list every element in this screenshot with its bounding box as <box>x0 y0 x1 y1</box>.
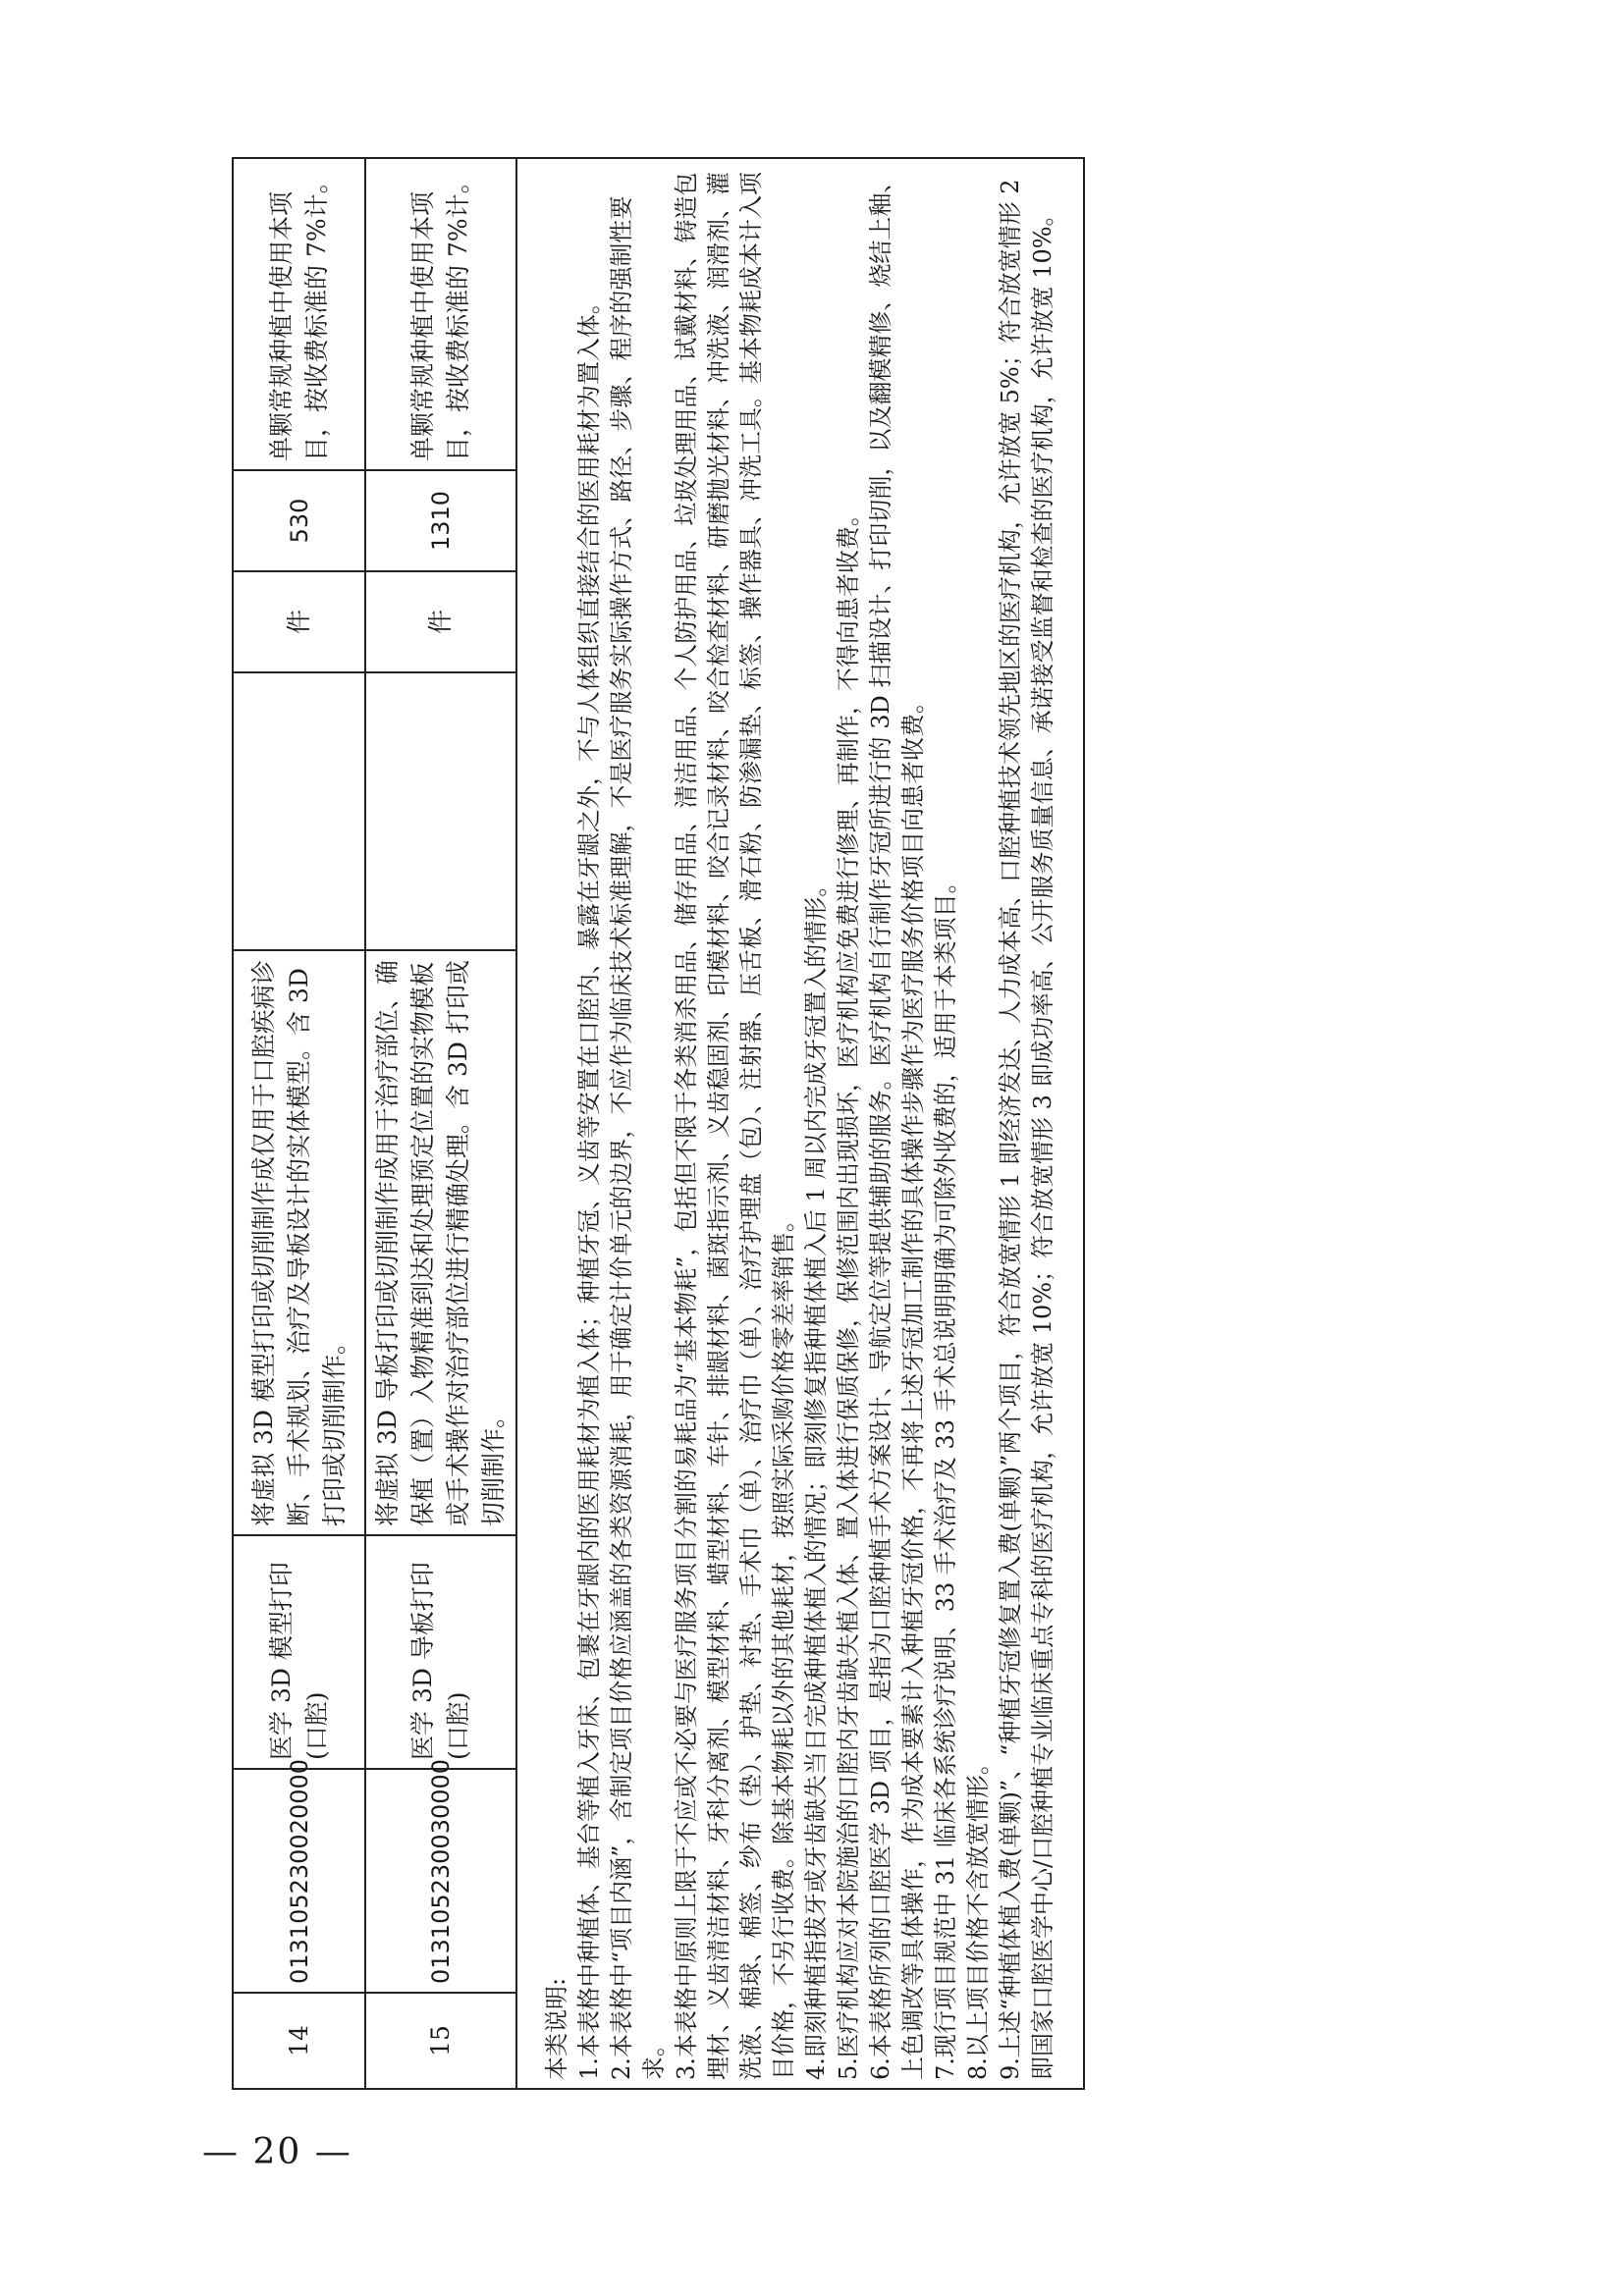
remark: 单颗常规种植中使用本项目，按收费标准的 7%计。 <box>365 158 516 470</box>
item-content: 将虚拟 3D 导板打印或切削制作成用于治疗部位、确保植（置）入物精准到达和处理预定位置的实物模板或手术操作对治疗部位进行精确处理。含 3D 打印或切削制作。 <box>365 950 516 1535</box>
note-item: 5.医疗机构应对本院施治的口腔内牙齿缺失植入体、置入体进行保质保修，保修范围内出现损坏，医疗机构应免费进行修理、再制作，不得向患者收费。 <box>835 503 862 2080</box>
row-index: 15 <box>365 1993 516 2089</box>
note-item: 7.现行项目规范中 31 临床各系统诊疗说明、33 手术治疗及 33 手术总说明明确为可除外收费的，适用于本类项目。 <box>932 870 959 2080</box>
excluded-content <box>365 672 516 950</box>
item-content: 将虚拟 3D 模型打印或切削制作成仅用于口腔疾病诊断、手术规划、治疗及导板设计的实体模型。含 3D 打印或切削制作。 <box>233 950 365 1535</box>
note-item: 2.本表格中“项目内涵”，含制定项目价格应涵盖的各类资源消耗，用于确定计价单元的边界，不应作为临床技术标准理解，不是医疗服务实际操作方式、路径、步骤、程序的强制性要求。 <box>608 195 668 2080</box>
note-item: 9.上述“种植体植入费(单颗)”、“种植牙冠修复置入费(单颗)”两个项目，符合放宽情形 1 即经济发达、人力成本高、口腔种植技术领先地区的医疗机构，允许放宽 5%；符合放宽情形 2 即国家口腔医学中心/口腔种植专业临床重点专科的医疗机构，允许放宽 10%；符合放宽情形 3 即成功率高、公开服务质量信息、承诺接受监督和检查的医疗机构，允许放宽 10%。 <box>997 179 1056 2080</box>
excluded-content <box>233 672 365 950</box>
note-item: 1.本表格中种植体、基台等植入牙床、包裹在牙龈内的医用耗材为植入体；种植牙冠、义齿等安置在口腔内、暴露在牙龈之外，不与人体组织直接结合的医用耗材为置入体。 <box>575 291 603 2080</box>
pricing-unit: 件 <box>233 571 365 672</box>
note-item: 3.本表格中原则上限于不应或不必要与医疗服务项目分割的易耗品为“基本物耗”，包括但不限于各类消杀用品、储存用品、清洁用品、个人防护用品、垃圾处理用品、试戴材料、铸造包埋材、义齿清洁材料、牙科分离剂、模型材料、蜡型材料、车针、排龈材料、菌斑指示剂、义齿稳固剂、印模材料、咬合记录材料、咬合检查材料、研磨抛光材料、冲洗液、润滑剂、灌洗液、棉球、棉签、纱布（垫）、护垫、衬垫、手术巾（单）、治疗巾（单）、治疗护理盘（包）、注射器、压舌板、滑石粉、防渗漏垫、标签、操作器具、冲洗工具。基本物耗成本计入项目价格，不另行收费。除基本物耗以外的其他耗材，按照实际采购价格零差率销售。 <box>673 172 797 2080</box>
category-notes <box>516 158 1084 2089</box>
table-row <box>365 158 516 2089</box>
row-index: 14 <box>233 1993 365 2089</box>
item-name: 医学 3D 导板打印(口腔) <box>365 1535 516 1769</box>
note-item: 6.本表格所列的口腔医学 3D 项目，是指为口腔种植手术方案设计、导航定位等提供辅助的服务。医疗机构自行制作牙冠所进行的 3D 扫描设计、打印切削，以及翻模精修、烧结上釉、上色调改等具体操作，作为成本要素计入种植牙冠价格，不再将上述牙冠加工制作的具体操作步骤作为医疗服务价格项目向患者收费。 <box>867 169 927 2080</box>
rotated-page-content <box>232 169 1074 2090</box>
notes-title: 本类说明: <box>543 1977 570 2080</box>
item-code: 013105230030000 <box>365 1769 516 1993</box>
remark: 单颗常规种植中使用本项目，按收费标准的 7%计。 <box>233 158 365 470</box>
price: 530 <box>233 470 365 571</box>
table-row <box>233 158 365 2089</box>
notes-row <box>516 158 1084 2089</box>
fee-table <box>232 157 1085 2090</box>
page-number: — 20 — <box>202 2132 352 2172</box>
item-code: 013105230020000 <box>233 1769 365 1993</box>
note-item: 4.即刻种植指拔牙或牙齿缺失当日完成种植体植入的情况；即刻修复指种植体植入后 1 周以内完成牙冠置入的情形。 <box>802 873 830 2080</box>
price: 1310 <box>365 470 516 571</box>
pricing-unit: 件 <box>365 571 516 672</box>
item-name: 医学 3D 模型打印(口腔) <box>233 1535 365 1769</box>
note-item: 8.以上项目价格不含放宽情形。 <box>964 1751 992 2080</box>
